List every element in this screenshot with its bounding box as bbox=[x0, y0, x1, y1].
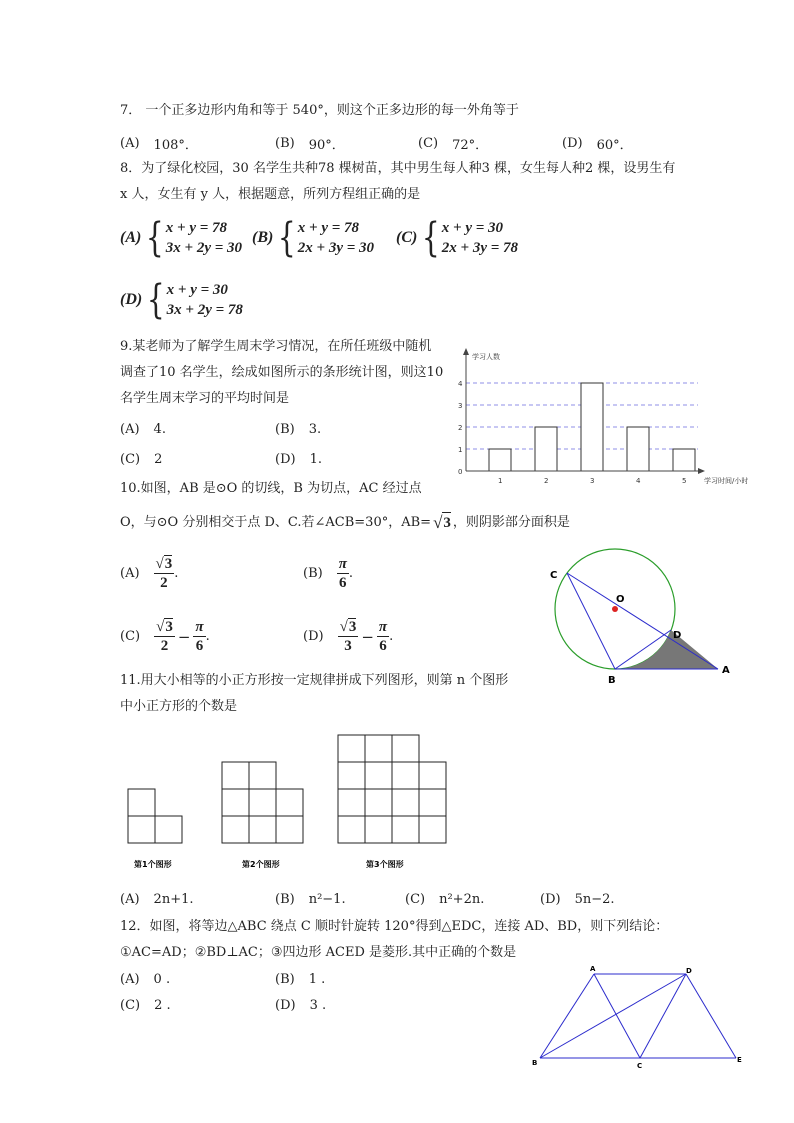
small-square bbox=[365, 789, 392, 816]
q8-stem-line2: x 人，女生有 y 人，根据题意，所列方程组正确的是 bbox=[120, 187, 421, 202]
chart-y-arrow bbox=[463, 348, 469, 355]
chart-ytick-2: 2 bbox=[458, 424, 463, 432]
q11-option-b: (B) n²−1. bbox=[275, 892, 346, 907]
q9-option-c: (C) 2 bbox=[120, 452, 163, 467]
pattern-1 bbox=[128, 789, 182, 843]
chart-bar-1 bbox=[489, 449, 511, 471]
chart-xtick-3: 3 bbox=[590, 477, 595, 485]
q12-rotation-figure bbox=[528, 962, 758, 1072]
small-square bbox=[222, 816, 249, 843]
center-dot bbox=[612, 606, 618, 612]
q8-stem-line1: 8．为了绿化校园，30 名学生共种78 棵树苗，其中男生每人种3 棵，女生每人种2 棵，设男生有 bbox=[120, 161, 676, 176]
line-ca bbox=[567, 573, 718, 669]
chart-bar-2 bbox=[535, 427, 557, 471]
q9-stem-line1: 9.某老师为了解学生周末学习情况，在所任班级中随机 bbox=[120, 339, 432, 354]
label-a: A bbox=[722, 665, 730, 676]
small-square bbox=[392, 735, 419, 762]
small-square bbox=[365, 762, 392, 789]
label-c2: C bbox=[637, 1062, 643, 1070]
small-square bbox=[338, 789, 365, 816]
q12-option-a: (A) 0 . bbox=[120, 972, 171, 987]
q9-bar-chart bbox=[448, 345, 748, 495]
label-o: O bbox=[616, 594, 625, 605]
label-c: C bbox=[550, 570, 558, 581]
q10-circle-figure bbox=[540, 540, 740, 690]
q8-option-b: (B) { x + y = 78 2x + 3y = 30 bbox=[252, 215, 375, 261]
q12-stem-line2: ①AC=AD；②BD⊥AC；③四边形 ACED 是菱形.其中正确的个数是 bbox=[120, 945, 517, 960]
q12-option-d: (D) 3 . bbox=[275, 998, 327, 1013]
label-d: D bbox=[673, 630, 682, 641]
chart-xtick-1: 1 bbox=[498, 477, 503, 485]
small-square bbox=[249, 762, 276, 789]
q9-stem-line2: 调查了10 名学生，绘成如图所示的条形统计图，则这10 bbox=[120, 365, 444, 380]
q12-option-b: (B) 1 . bbox=[275, 972, 326, 987]
q8-option-a: (A) { x + y = 78 3x + 2y = 30 bbox=[120, 215, 243, 261]
small-square bbox=[419, 789, 446, 816]
q11-option-d: (D) 5n−2. bbox=[540, 892, 615, 907]
chart-bar-3 bbox=[581, 383, 603, 471]
small-square bbox=[128, 789, 155, 816]
q11-stem-line2: 中小正方形的个数是 bbox=[120, 699, 238, 714]
q7-stem: 7． 一个正多边形内角和等于 540°，则这个正多边形的每一外角等于 bbox=[120, 103, 519, 118]
q10-stem-line2: O，与⊙O 分别相交于点 D、C.若∠ACB=30°，AB= √ 3 ，则阴影部分面积是 bbox=[120, 513, 570, 532]
small-square bbox=[365, 735, 392, 762]
q9-option-d: (D) 1. bbox=[275, 452, 322, 467]
small-square bbox=[249, 816, 276, 843]
seg-dc bbox=[640, 974, 686, 1058]
chart-ylabel: 学习人数 bbox=[472, 353, 500, 361]
small-square bbox=[338, 816, 365, 843]
q8-option-c: (C) { x + y = 30 2x + 3y = 78 bbox=[396, 215, 519, 261]
q7-option-a: (A) 108°． bbox=[120, 136, 198, 153]
small-square bbox=[276, 789, 303, 816]
q7-option-b: (B) 90°． bbox=[275, 136, 345, 153]
small-square bbox=[338, 735, 365, 762]
q7-option-d: (D) 60°． bbox=[562, 136, 633, 153]
q9-stem-line3: 名学生周末学习的平均时间是 bbox=[120, 391, 290, 406]
q10-option-a: (A) $\frac{√3}{2}$ . bbox=[120, 556, 179, 591]
small-square bbox=[392, 762, 419, 789]
q7-option-c: (C) 72°． bbox=[418, 136, 489, 153]
label-b: B bbox=[608, 675, 616, 686]
q11-option-a: (A) 2n+1. bbox=[120, 892, 194, 907]
chart-ytick-3: 3 bbox=[458, 402, 463, 410]
q11-option-c: (C) n²+2n. bbox=[405, 892, 485, 907]
q10-option-c: (C) $\frac{√3}{2}$ − $\frac{\pi}{6}$ . bbox=[120, 619, 210, 654]
small-square bbox=[365, 816, 392, 843]
q9-option-b: (B) 3. bbox=[275, 422, 322, 437]
seg-bd bbox=[540, 974, 686, 1058]
chart-x-arrow bbox=[698, 468, 705, 474]
q12-stem-line1: 12．如图，将等边△ABC 绕点 C 顺时针旋转 120°得到△EDC，连接 AD、BD，则下列结论： bbox=[120, 919, 669, 934]
pattern-2 bbox=[222, 762, 303, 843]
seg-ab bbox=[540, 974, 594, 1058]
chart-xlabel: 学习时间/小时 bbox=[704, 477, 748, 485]
chart-ytick-4: 4 bbox=[458, 380, 463, 388]
chart-bar-4 bbox=[627, 427, 649, 471]
q11-stem-line1: 11.用大小相等的小正方形按一定规律拼成下列图形，则第 n 个图形 bbox=[120, 673, 509, 688]
chart-xtick-2: 2 bbox=[544, 477, 549, 485]
chart-xtick-5: 5 bbox=[682, 477, 687, 485]
label-b2: B bbox=[532, 1059, 538, 1067]
small-square bbox=[419, 762, 446, 789]
small-square bbox=[155, 816, 182, 843]
small-square bbox=[392, 789, 419, 816]
label-d2: D bbox=[686, 967, 692, 975]
q10-option-b: (B) $\frac{\pi}{6}$ . bbox=[303, 556, 354, 591]
caption-3: 第3个图形 bbox=[366, 860, 404, 869]
seg-ac bbox=[594, 974, 640, 1058]
small-square bbox=[419, 816, 446, 843]
chart-bar-5 bbox=[673, 449, 695, 471]
chart-ytick-0: 0 bbox=[458, 468, 463, 476]
small-square bbox=[222, 762, 249, 789]
small-square bbox=[392, 816, 419, 843]
label-e2: E bbox=[737, 1056, 742, 1064]
pattern-3 bbox=[338, 735, 446, 843]
small-square bbox=[128, 816, 155, 843]
label-a2: A bbox=[590, 965, 596, 973]
line-cb bbox=[567, 573, 615, 669]
small-square bbox=[222, 789, 249, 816]
caption-1: 第1个图形 bbox=[134, 860, 172, 869]
q10-stem-line1: 10.如图，AB 是⊙O 的切线，B 为切点，AC 经过点 bbox=[120, 481, 422, 496]
chart-ytick-1: 1 bbox=[458, 446, 463, 454]
chart-xtick-4: 4 bbox=[636, 477, 641, 485]
caption-2: 第2个图形 bbox=[242, 860, 280, 869]
q10-option-d: (D) $\frac{√3}{3}$ − $\frac{\pi}{6}$ . bbox=[303, 619, 394, 654]
q12-option-c: (C) 2 . bbox=[120, 998, 171, 1013]
q9-option-a: (A) 4. bbox=[120, 422, 166, 437]
seg-de bbox=[686, 974, 736, 1058]
small-square bbox=[276, 816, 303, 843]
small-square bbox=[249, 789, 276, 816]
small-square bbox=[338, 762, 365, 789]
q8-option-d: (D) { x + y = 30 3x + 2y = 78 bbox=[120, 277, 243, 323]
q11-square-patterns bbox=[120, 730, 460, 880]
